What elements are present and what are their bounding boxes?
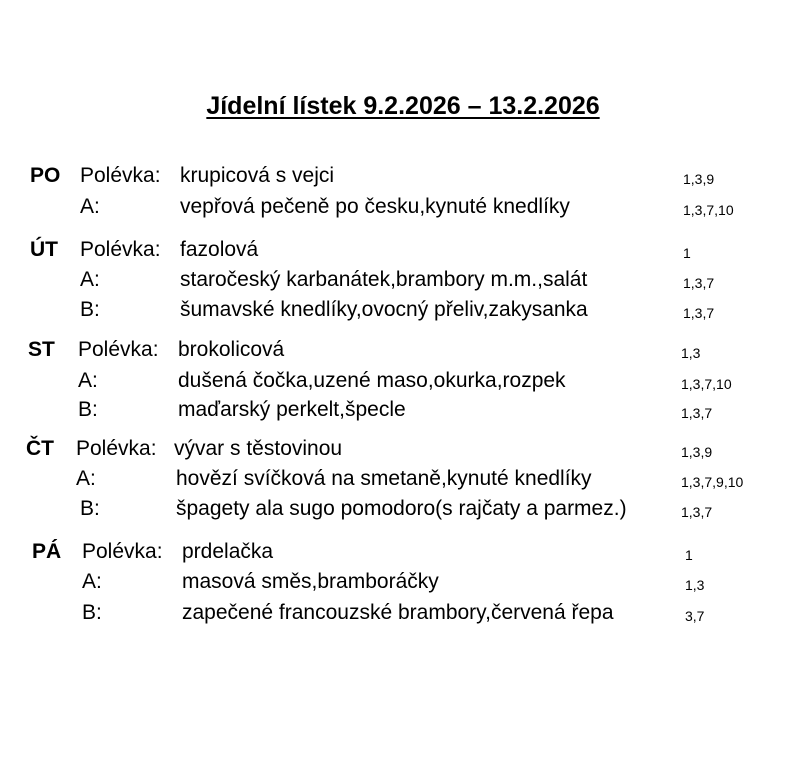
row-label: Polévka: xyxy=(80,164,161,187)
dish-name: vepřová pečeně po česku,kynuté knedlíky xyxy=(180,195,570,218)
dish-name: staročeský karbanátek,brambory m.m.,salát xyxy=(180,268,588,291)
day-label-monday: PO xyxy=(30,164,61,187)
dish-name: zapečené francouzské brambory,červená řepa xyxy=(182,601,614,624)
allergens: 1,3,9 xyxy=(681,444,713,460)
allergens: 1,3,7,9,10 xyxy=(681,474,744,490)
day-label-wednesday: ST xyxy=(28,338,55,361)
row-label: B: xyxy=(78,398,98,421)
day-label-friday: PÁ xyxy=(32,540,62,563)
allergens: 1,3,7,10 xyxy=(683,202,734,218)
allergens: 1,3,9 xyxy=(683,171,715,187)
dish-name: hovězí svíčková na smetaně,kynuté knedlíky xyxy=(176,467,592,490)
row-label: B: xyxy=(80,497,100,520)
row-label: B: xyxy=(82,601,102,624)
allergens: 3,7 xyxy=(685,608,705,624)
row-label: A: xyxy=(80,195,100,218)
row-label: A: xyxy=(76,467,96,490)
row-label: A: xyxy=(82,570,102,593)
row-label: A: xyxy=(80,268,100,291)
allergens: 1,3,7 xyxy=(683,305,715,321)
allergens: 1,3,7,10 xyxy=(681,376,732,392)
day-label-thursday: ČT xyxy=(26,437,54,460)
row-label: Polévka: xyxy=(82,540,163,563)
row-label: Polévka: xyxy=(76,437,157,460)
dish-name: masová směs,bramboráčky xyxy=(182,570,439,593)
allergens: 1,3 xyxy=(685,577,705,593)
dish-name: dušená čočka,uzené maso,okurka,rozpek xyxy=(178,369,566,392)
allergens: 1,3,7 xyxy=(681,405,713,421)
allergens: 1,3,7 xyxy=(681,504,713,520)
row-label: B: xyxy=(80,298,100,321)
allergens: 1,3,7 xyxy=(683,275,715,291)
dish-name: špagety ala sugo pomodoro(s rajčaty a parmez.) xyxy=(176,497,627,520)
dish-name: fazolová xyxy=(180,238,259,261)
allergens: 1 xyxy=(683,245,691,261)
dish-name: maďarský perkelt,špecle xyxy=(178,398,406,421)
dish-name: krupicová s vejci xyxy=(180,164,335,187)
allergens: 1 xyxy=(685,547,693,563)
row-label: A: xyxy=(78,369,98,392)
row-label: Polévka: xyxy=(80,238,161,261)
dish-name: brokolicová xyxy=(178,338,285,361)
dish-name: šumavské knedlíky,ovocný přeliv,zakysanka xyxy=(180,298,588,321)
dish-name: prdelačka xyxy=(182,540,274,563)
menu-title: Jídelní lístek 9.2.2026 – 13.2.2026 xyxy=(206,92,600,120)
row-label: Polévka: xyxy=(78,338,159,361)
dish-name: vývar s těstovinou xyxy=(174,437,343,460)
day-label-tuesday: ÚT xyxy=(30,238,58,261)
allergens: 1,3 xyxy=(681,345,701,361)
